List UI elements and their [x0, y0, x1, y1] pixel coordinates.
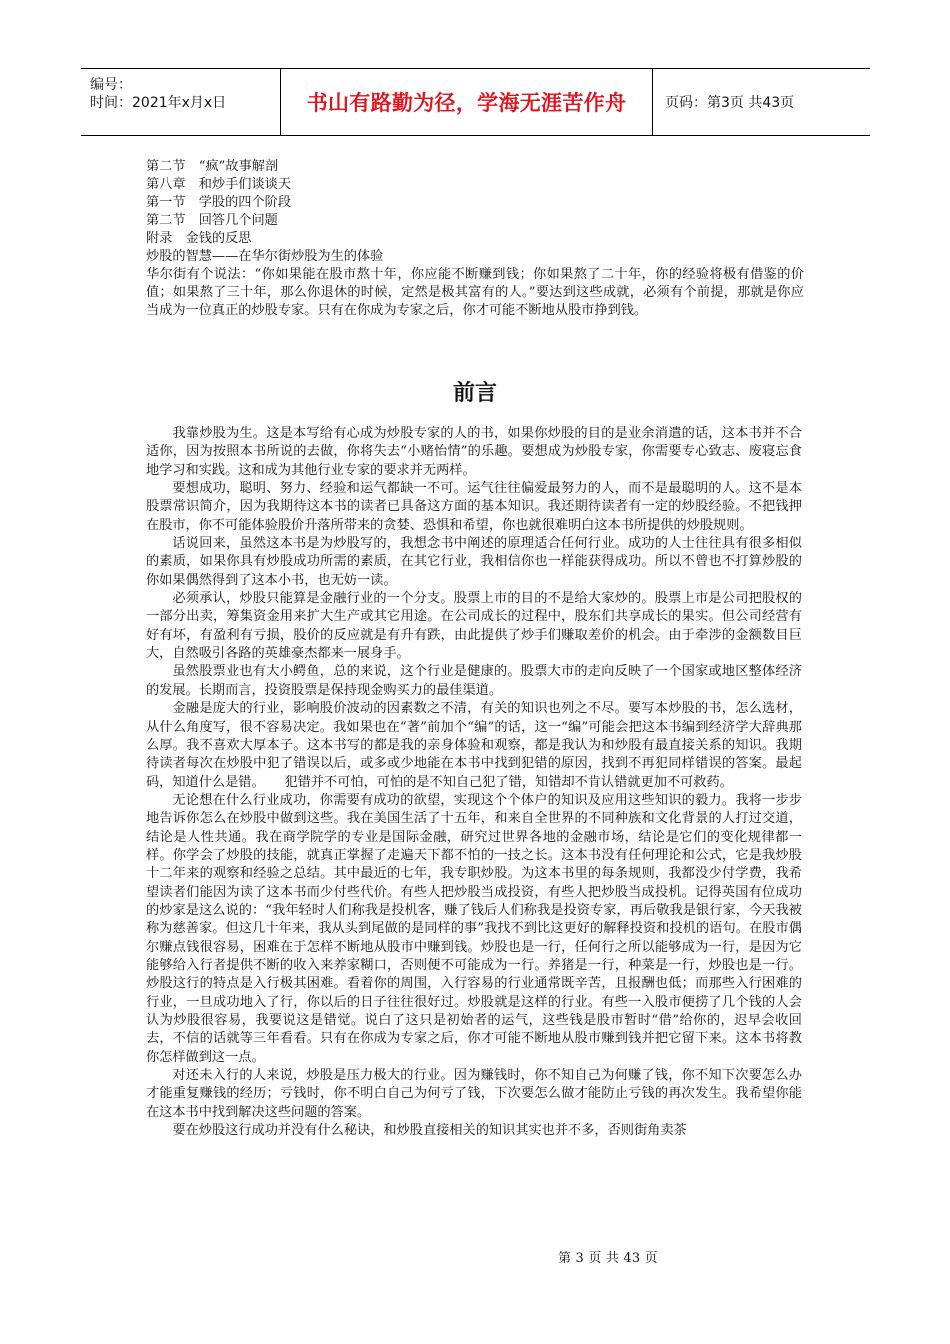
toc-item: 第八章 和炒手们谈谈天: [146, 177, 292, 192]
intro-paragraph: 华尔街有个说法：“你如果能在股市熬十年，你应能不断赚到钱；你如果熬了二十年，你的经验将极有借鉴的价值；如果熬了三十年，那么你退休的时候，定然是极其富有的人。”要达到这些成就，必须有个前提，那就是你应当成为一位真正的炒股专家。只有在你成为专家之后，你才可能不断地从股市挣到钱。: [146, 267, 804, 318]
preface-body: [146, 425, 802, 1140]
body-paragraph: 必须承认，炒股只能算是金融行业的一个分支。股票上市的目的不是给大家炒的。股票上市是公司把股权的一部分出卖，筹集资金用来扩大生产或其它用途。在公司成长的过程中，股东们共享成长的果实。但公司经营有好有坏，有盈利有亏损，股价的反应就是有升有跌，由此提供了炒手们赚取差价的机会。由于牵涉的金额数目巨大，自然吸引各路的英雄豪杰都来一展身手。: [146, 591, 802, 662]
section-title: 前言: [452, 381, 497, 406]
document-time-label: 时间：2021年x月x日: [90, 95, 227, 111]
body-paragraph: 虽然股票业也有大小鳄鱼，总的来说，这个行业是健康的。股票大市的走向反映了一个国家或地区整体经济的发展。长期而言，投资股票是保持现金购买力的最佳渠道。: [146, 664, 802, 698]
body-paragraph: 要想成功，聪明、努力、经验和运气都缺一不可。运气往往偏爱最努力的人，而不是最聪明的人。这不是本股票常识简介，因为我期待这本书的读者已具备这方面的基本知识。我还期待读者有一定的炒股经验。不把钱押在股市，你不可能体验股价升落所带来的贪婪、恐惧和希望，你也就很难明白这本书所提供的炒股规则。: [146, 481, 802, 533]
header-slogan: 书山有路勤为径，学海无涯苦作舟: [281, 69, 653, 135]
body-paragraph: 对还未入行的人来说，炒股是压力极大的行业。因为赚钱时，你不知自己为何赚了钱，你不知下次要怎么办才能重复赚钱的经历；亏钱时，你不明白自己为何亏了钱，下次要怎么做才能防止亏钱的再次发生。我希望你能在这本书中找到解决这些问题的答案。: [146, 1068, 802, 1120]
toc-item: 第一节 学股的四个阶段: [146, 195, 292, 210]
toc-item: 附录 金钱的反思: [146, 231, 252, 246]
toc-item: 第二节 “疯”故事解剖: [146, 159, 279, 174]
toc-item: 炒股的智慧——在华尔街炒股为生的体验: [146, 249, 384, 264]
header-meta: [81, 69, 281, 135]
body-paragraph: 金融是庞大的行业，影响股价波动的因素数之不清，有关的知识也列之不尽。要写本炒股的书，怎么选材，从什么角度写，很不容易决定。我如果也在“著”前加个“编”的话，这一“编”可能会把这本书编到经济学大辞典那么厚。我不喜欢大厚本子。这本书写的都是我的亲身体验和观察，都是我认为和炒股有最直接关系的知识。我期待读者每次在炒股中犯了错误以后，或多或少地能在本书中找到犯错的原因，找到不再犯同样错误的答案。最起码，知道什么是错。 犯错并不可怕，可怕的是不知自己犯了错，知错却不肯认错就更加不可救药。: [146, 701, 802, 790]
table-of-contents: [146, 158, 806, 320]
body-paragraph: 无论想在什么行业成功，你需要有成功的欲望，实现这个个体户的知识及应用这些知识的毅力。我将一步步地告诉你怎么在炒股中做到这些。我在美国生活了十五年，和来自全世界的不同种族和文化背景的人打过交道，结论是人性共通。我在商学院学的专业是国际金融，研究过世界各地的金融市场，结论是它们的变化规律都一样。你学会了炒股的技能，就真正掌握了走遍天下都不怕的一技之长。这本书没有任何理论和公式，它是我炒股十二年来的观察和经验之总结。其中最近的七年，我专职炒股。为这本书里的每条规则，我都没少付学费，我希望读者们能因为读了这本书而少付些代价。有些人把炒股当成投资，有些人把炒股当成投机。记得英国有位成功的炒家是这么说的：“我年轻时人们称我是投机客，赚了钱后人们称我是投资专家，再后敬我是银行家，今天我被称为慈善家。但这几十年来，我从头到尾做的是同样的事”我找不到比这更好的解释投资和投机的语句。在股市偶尔赚点钱很容易，困难在于怎样不断地从股市中赚到钱。炒股也是一行，任何行之所以能够成为一行，是因为它能够给入行者提供不断的收入来养家糊口，否则便不可能成为一行。养猪是一行，种菜是一行，炒股也是一行。炒股这行的特点是入行极其困难。看着你的周围，入行容易的行业通常既辛苦，且报酬也低；而那些入行困难的行业，一旦成功地入了行，你以后的日子往往很好过。炒股就是这样的行业。有些一入股市便捞了几个钱的人会认为炒股很容易，我要说这是错觉。说白了这只是初始者的运气，这些钱是股市暂时“借”给你的，迟早会收回去，不信的话就等三年看看。只有在你成为专家之后，你才可能不断地从股市赚到钱并把它留下来。这本书将教你怎样做到这一点。: [146, 792, 802, 1065]
toc-item: 第二节 回答几个问题: [146, 213, 278, 228]
body-paragraph: 话说回来，虽然这本书是为炒股写的，我想念书中阐述的原理适合任何行业。成功的人士往往具有很多相似的素质，如果你具有炒股成功所需的素质，在其它行业，我相信你也一样能获得成功。所以不曾也不打算炒股的你如果偶然得到了这本小书，也无妨一读。: [146, 536, 802, 588]
page-header: [81, 68, 870, 136]
page-footer: 第 3 页 共 43 页: [558, 1251, 658, 1266]
header-page-info: 页码：第3页 共43页: [665, 95, 795, 111]
body-paragraph: 要在炒股这行成功并没有什么秘诀，和炒股直接相关的知识其实也并不多，否则街角卖茶: [172, 1123, 687, 1139]
document-number-label: 编号：: [90, 77, 132, 93]
body-paragraph: 我靠炒股为生。这是本写给有心成为炒股专家的人的书，如果你炒股的目的是业余消遣的话，这本书并不合适你，因为按照本书所说的去做，你将失去“小赌怡情”的乐趣。要想成为炒股专家，你需要专心致志、废寝忘食地学习和实践。这和成为其他行业专家的要求并无两样。: [146, 426, 802, 478]
